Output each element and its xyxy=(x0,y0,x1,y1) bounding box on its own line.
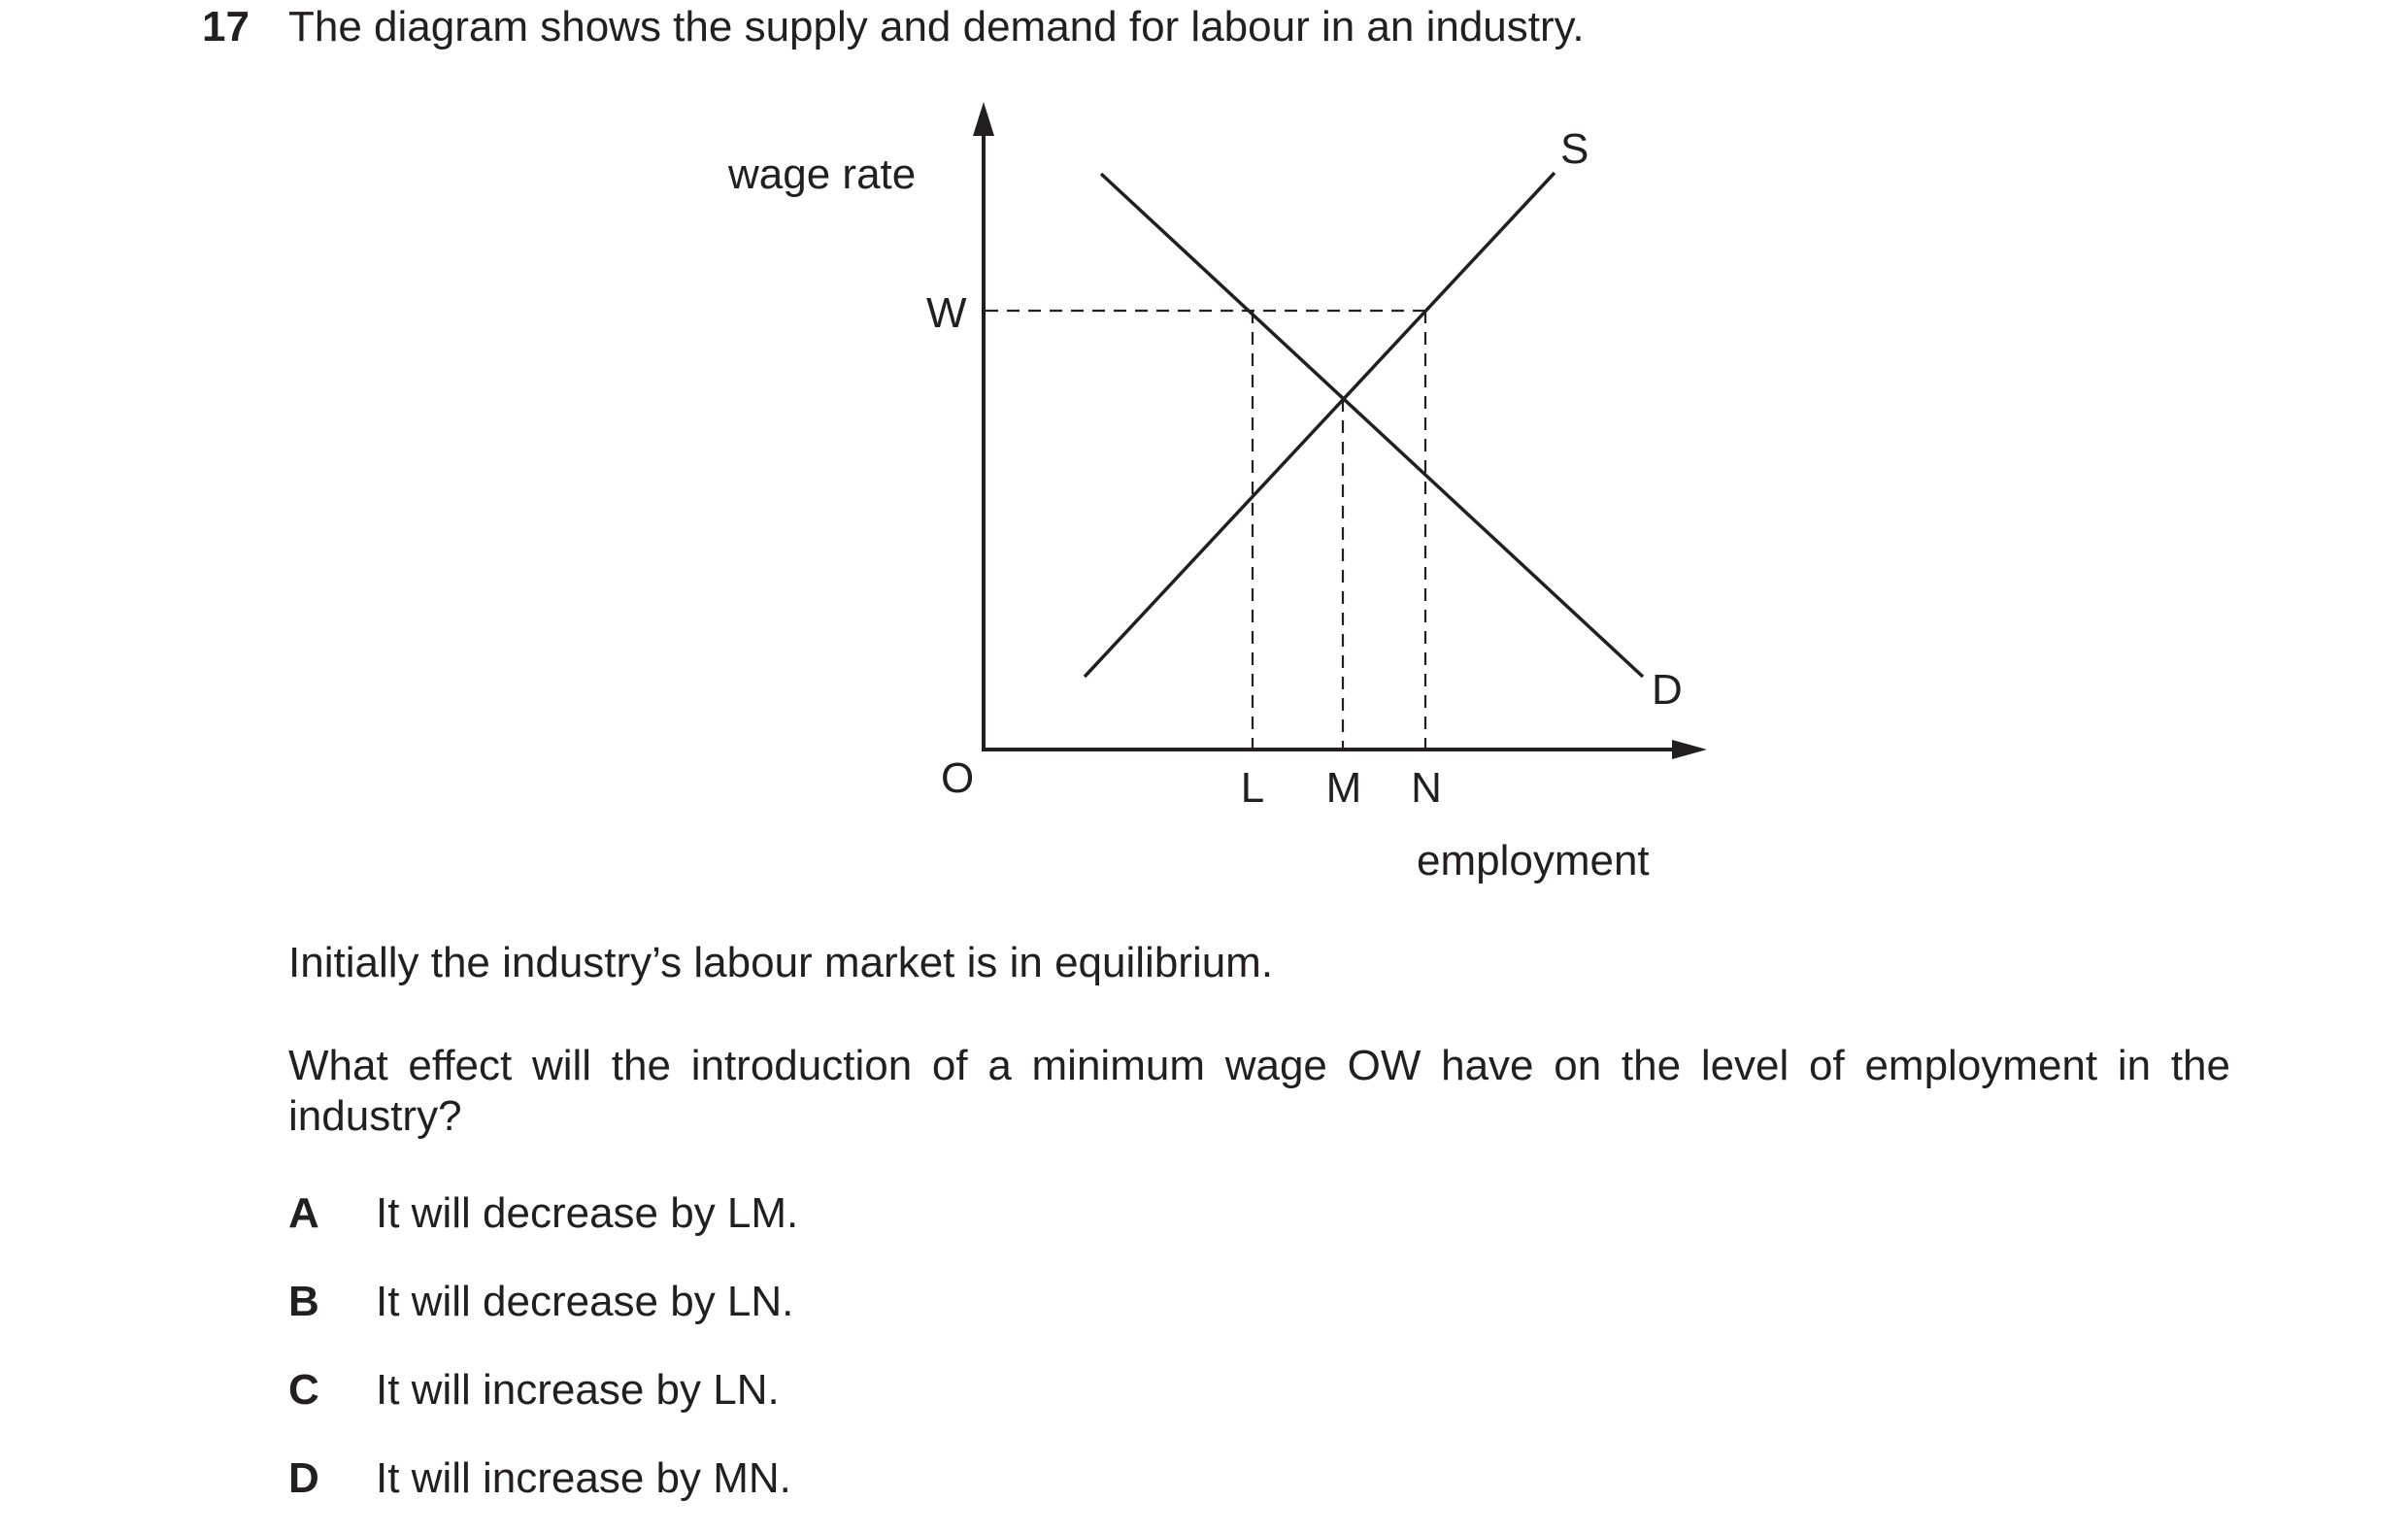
question-number: 17 xyxy=(202,3,250,50)
y-axis-arrowhead xyxy=(973,102,994,136)
y-axis-label: wage rate xyxy=(728,150,917,198)
option-text: It will increase by LN. xyxy=(376,1366,780,1414)
option-text: It will decrease by LN. xyxy=(376,1278,794,1325)
x-axis-label: employment xyxy=(1417,837,1650,884)
option-text: It will increase by MN. xyxy=(376,1454,791,1502)
option-letter: B xyxy=(288,1278,319,1325)
x-point-n-label: N xyxy=(1411,764,1442,812)
supply-label: S xyxy=(1560,125,1589,173)
demand-label: D xyxy=(1652,666,1683,714)
x-point-l-label: L xyxy=(1240,764,1265,812)
context-paragraph: Initially the industry’s labour market is in equilibrium. xyxy=(288,939,1274,986)
question-paragraph: What effect will the introduction of a minimum wage OW have on the level of employment in the industry? xyxy=(288,1042,2230,1140)
wage-w-label: W xyxy=(926,289,967,337)
supply-curve xyxy=(1085,173,1555,677)
origin-label: O xyxy=(941,754,975,802)
question-stem: The diagram shows the supply and demand for labour in an industry. xyxy=(288,3,1585,50)
x-axis-arrowhead xyxy=(1672,740,1707,759)
option-letter: C xyxy=(288,1366,319,1414)
x-point-m-label: M xyxy=(1325,764,1362,812)
option-letter: D xyxy=(288,1454,319,1502)
option-letter: A xyxy=(288,1189,319,1237)
demand-curve xyxy=(1101,174,1643,677)
option-text: It will decrease by LM. xyxy=(376,1189,799,1237)
